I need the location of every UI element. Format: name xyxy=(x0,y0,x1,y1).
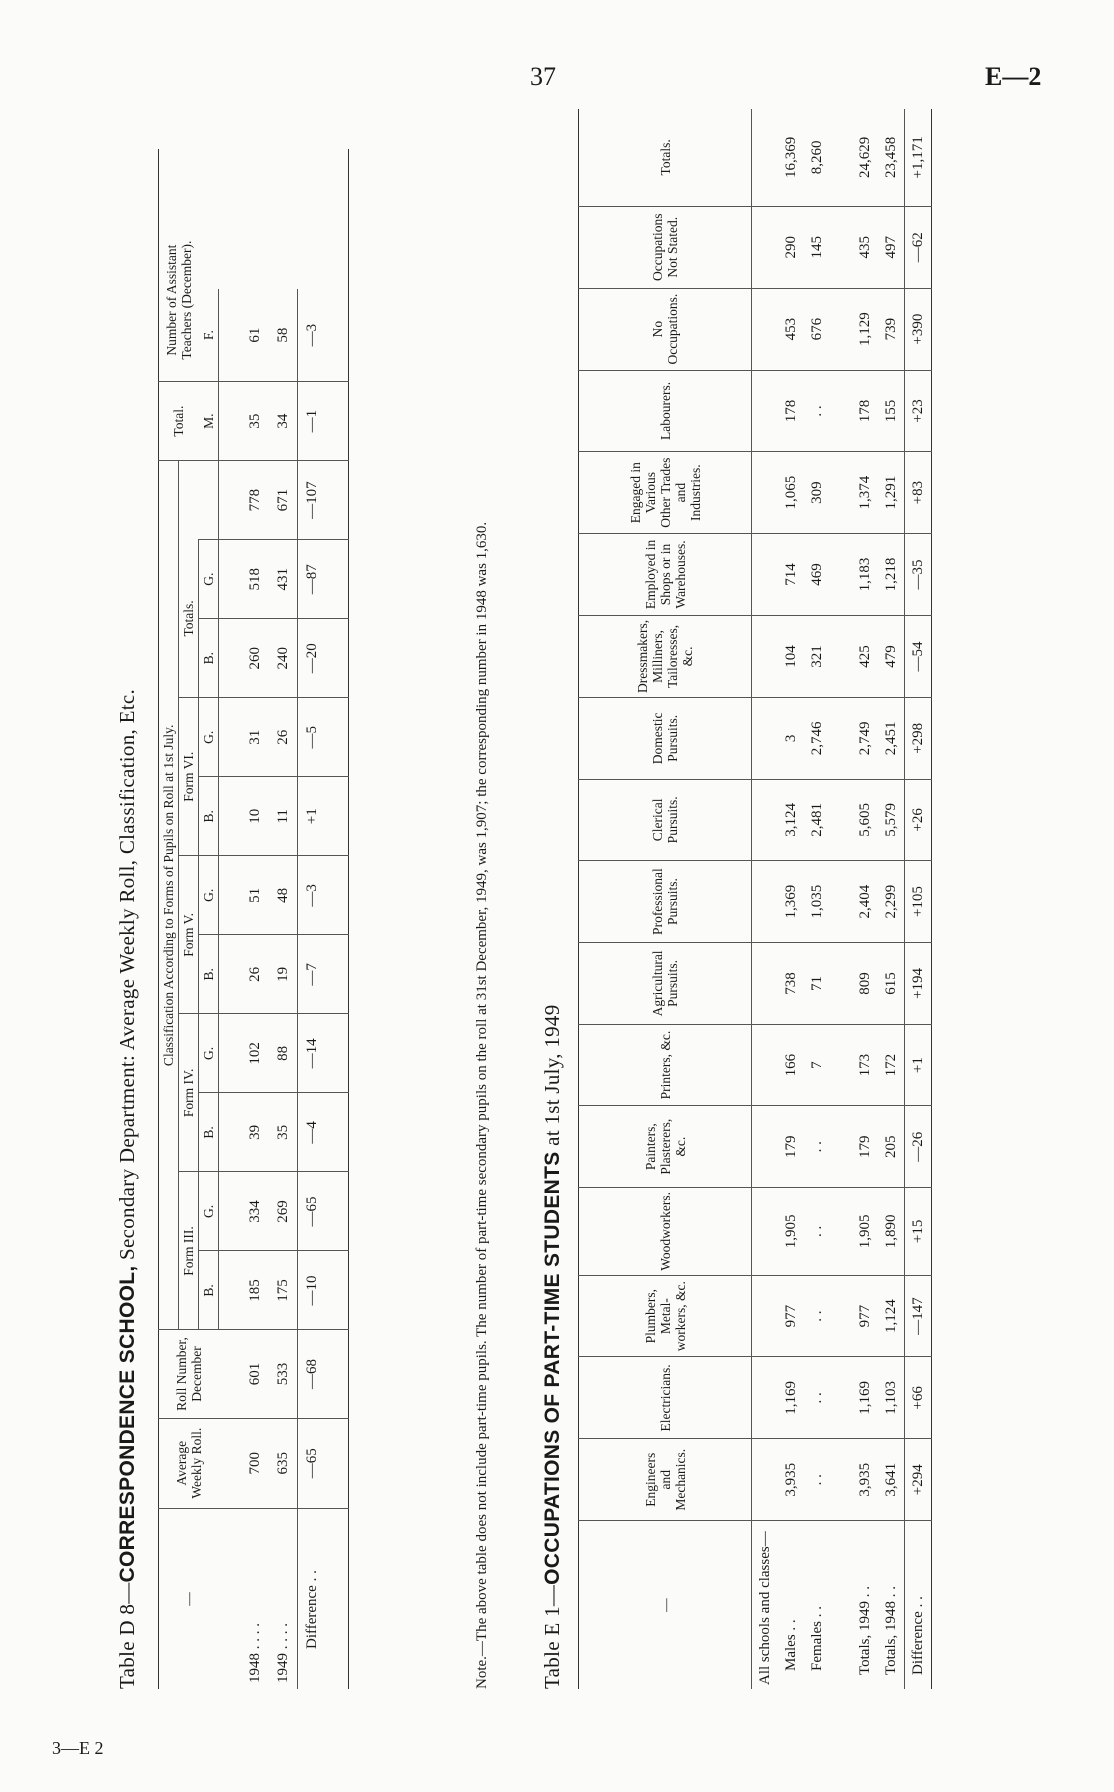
d8-header-total: Total. xyxy=(159,382,199,461)
cell: 3,935 xyxy=(852,1439,878,1521)
cell: 1,374 xyxy=(852,452,878,534)
cell: 39 xyxy=(241,1093,269,1172)
table-row xyxy=(852,109,878,1689)
d8-header-g: G. xyxy=(199,698,219,777)
cell: 1,369 xyxy=(778,861,804,943)
cell: 1,169 xyxy=(778,1357,804,1439)
cell: 425 xyxy=(852,615,878,697)
cell: 178 xyxy=(778,370,804,452)
cell: +194 xyxy=(905,943,932,1025)
cell: 11 xyxy=(269,777,298,856)
cell: —35 xyxy=(905,534,932,616)
cell: —5 xyxy=(298,698,327,777)
cell: 3,935 xyxy=(778,1439,804,1521)
cell: 35 xyxy=(269,1093,298,1172)
cell: 1,124 xyxy=(878,1275,905,1357)
table-row xyxy=(878,109,905,1689)
row-label: Males . . xyxy=(782,1619,799,1671)
cell: 2,746 xyxy=(804,698,830,780)
cell: +15 xyxy=(905,1188,932,1276)
cell: 1,183 xyxy=(852,534,878,616)
cell: 778 xyxy=(241,461,269,540)
cell: 435 xyxy=(852,206,878,288)
cell: 2,749 xyxy=(852,698,878,780)
d8-header-g: G. xyxy=(199,1172,219,1251)
cell: 2,451 xyxy=(878,698,905,780)
cell: 23,458 xyxy=(878,109,905,206)
cell: 671 xyxy=(269,461,298,540)
cell: 269 xyxy=(269,1172,298,1251)
cell: —147 xyxy=(905,1275,932,1357)
cell: 145 xyxy=(804,206,830,288)
table-row xyxy=(241,149,269,1689)
d8-header-blank: — xyxy=(181,1592,197,1606)
d8-header-avg-weekly-roll: Average Weekly Roll. xyxy=(159,1418,219,1508)
e1-header: Labourers. xyxy=(579,370,752,452)
cell: 334 xyxy=(241,1172,269,1251)
cell: . . xyxy=(804,1357,830,1439)
cell: —4 xyxy=(298,1093,327,1172)
cell: —3 xyxy=(298,289,327,382)
cell: 321 xyxy=(804,615,830,697)
cell: 738 xyxy=(778,943,804,1025)
cell: 185 xyxy=(241,1251,269,1330)
cell: 977 xyxy=(778,1275,804,1357)
cell: 1,905 xyxy=(852,1188,878,1276)
cell: 3 xyxy=(778,698,804,780)
cell: 1,035 xyxy=(804,861,830,943)
cell: 977 xyxy=(852,1275,878,1357)
cell: +298 xyxy=(905,698,932,780)
cell: 700 xyxy=(241,1418,269,1508)
e1-header: Occupations Not Stated. xyxy=(579,206,752,288)
d8-header-total-blank xyxy=(199,461,219,540)
cell: 1,890 xyxy=(878,1188,905,1276)
cell: 178 xyxy=(852,370,878,452)
cell: 497 xyxy=(878,206,905,288)
cell: 102 xyxy=(241,1014,269,1093)
cell: 155 xyxy=(878,370,905,452)
e1-header: Dressmakers, Milliners, Tailoresses, &c. xyxy=(579,615,752,697)
cell: 2,481 xyxy=(804,779,830,861)
e1-header: Totals. xyxy=(579,109,752,206)
cell: 1,103 xyxy=(878,1357,905,1439)
table-row xyxy=(905,109,932,1689)
cell: 5,605 xyxy=(852,779,878,861)
cell: 58 xyxy=(269,289,298,382)
table-d8-title xyxy=(115,689,140,1689)
group-label: All schools and classes— xyxy=(756,1531,773,1685)
cell: +294 xyxy=(905,1439,932,1521)
e1-header: Electricians. xyxy=(579,1357,752,1439)
table-d8-title-rest: Secondary Department: Average Weekly Roll, Classification, Etc. xyxy=(115,688,139,1266)
cell: —7 xyxy=(298,935,327,1014)
cell: 615 xyxy=(878,943,905,1025)
table-row xyxy=(804,109,830,1689)
table-e1-title-bold: OCCUPATIONS OF PART-TIME STUDENTS xyxy=(541,1151,564,1585)
d8-header-g: G. xyxy=(199,540,219,619)
e1-header: Engaged in Various Other Trades and Industries. xyxy=(579,452,752,534)
cell: 714 xyxy=(778,534,804,616)
cell: +66 xyxy=(905,1357,932,1439)
cell: 179 xyxy=(778,1106,804,1188)
cell: 1,169 xyxy=(852,1357,878,1439)
cell: 16,369 xyxy=(778,109,804,206)
row-label: Difference . . xyxy=(298,1508,327,1689)
e1-header: Employed in Shops or in Warehouses. xyxy=(579,534,752,616)
table-e1-title-prefix: Table E 1— xyxy=(540,1584,564,1689)
page-code: E—2 xyxy=(985,62,1042,91)
cell: . . xyxy=(804,370,830,452)
cell: 809 xyxy=(852,943,878,1025)
cell: 739 xyxy=(878,288,905,370)
table-d8-title-prefix: Table D 8— xyxy=(115,1582,139,1689)
cell: 1,291 xyxy=(878,452,905,534)
d8-header-roll-number: Roll Number, December xyxy=(159,1330,219,1418)
cell: 1,218 xyxy=(878,534,905,616)
cell: . . xyxy=(804,1439,830,1521)
cell: +23 xyxy=(905,370,932,452)
cell: 453 xyxy=(778,288,804,370)
cell: 51 xyxy=(241,856,269,935)
cell: —62 xyxy=(905,206,932,288)
cell: 88 xyxy=(269,1014,298,1093)
table-d8 xyxy=(158,149,349,1689)
d8-header-b: B. xyxy=(199,1093,219,1172)
cell: 635 xyxy=(269,1418,298,1508)
cell: 104 xyxy=(778,615,804,697)
cell: . . xyxy=(804,1275,830,1357)
cell: +1 xyxy=(905,1024,932,1105)
cell: 10 xyxy=(241,777,269,856)
e1-header: Woodworkers. xyxy=(579,1188,752,1276)
cell: 260 xyxy=(241,619,269,698)
cell: +1,171 xyxy=(905,109,932,206)
cell: 19 xyxy=(269,935,298,1014)
cell: —54 xyxy=(905,615,932,697)
row-label: Totals, 1948 . . xyxy=(882,1586,899,1675)
d8-header-form3: Form III. xyxy=(179,1172,199,1330)
d8-header-b: B. xyxy=(199,1251,219,1330)
row-label: Difference . . xyxy=(905,1521,932,1689)
cell: 71 xyxy=(804,943,830,1025)
table-row xyxy=(298,149,327,1689)
cell: 34 xyxy=(269,382,298,461)
cell: 290 xyxy=(778,206,804,288)
table-e1-title xyxy=(540,1004,565,1689)
row-label: Totals, 1949 . . xyxy=(856,1586,873,1675)
cell: 35 xyxy=(241,382,269,461)
d8-header-teachers: Number of Assistant Teachers (December). xyxy=(159,219,199,382)
cell: 166 xyxy=(778,1024,804,1105)
cell: 61 xyxy=(241,289,269,382)
cell: 2,404 xyxy=(852,861,878,943)
cell: 5,579 xyxy=(878,779,905,861)
cell: 173 xyxy=(852,1024,878,1105)
cell: . . xyxy=(804,1188,830,1276)
d8-header-g: G. xyxy=(199,1014,219,1093)
d8-header-totals: Totals. xyxy=(179,540,199,698)
table-row xyxy=(778,109,804,1689)
table-d8-note: Note.—The above table does not include part-time pupils. The number of part-time secondary pupils on the roll at 31st December, 1949, was 1,907; the corresponding number in 1948 was 1,630. xyxy=(474,521,490,1689)
table-e1-title-rest: at 1st July, 1949 xyxy=(540,1004,564,1152)
cell: +26 xyxy=(905,779,932,861)
cell: —87 xyxy=(298,540,327,619)
cell: 48 xyxy=(269,856,298,935)
d8-header-form4: Form IV. xyxy=(179,1014,199,1172)
d8-header-g: G. xyxy=(199,856,219,935)
e1-header: Printers, &c. xyxy=(579,1024,752,1105)
cell: —65 xyxy=(298,1172,327,1251)
d8-header-b: B. xyxy=(199,935,219,1014)
d8-header-f: F. xyxy=(199,289,219,382)
d8-header-m: M. xyxy=(199,382,219,461)
e1-header: No Occupations. xyxy=(579,288,752,370)
e1-header: Agricultural Pursuits. xyxy=(579,943,752,1025)
cell: 172 xyxy=(878,1024,905,1105)
cell: +83 xyxy=(905,452,932,534)
e1-header: Plumbers, Metal-workers, &c. xyxy=(579,1275,752,1357)
cell: 240 xyxy=(269,619,298,698)
cell: —1 xyxy=(298,382,327,461)
e1-header: Domestic Pursuits. xyxy=(579,698,752,780)
e1-header: Professional Pursuits. xyxy=(579,861,752,943)
cell: +1 xyxy=(298,777,327,856)
cell: 1,129 xyxy=(852,288,878,370)
cell: 205 xyxy=(878,1106,905,1188)
cell: 431 xyxy=(269,540,298,619)
row-label: Females . . xyxy=(808,1606,825,1671)
cell: 3,641 xyxy=(878,1439,905,1521)
e1-header-blank: — xyxy=(579,1521,752,1689)
cell: 24,629 xyxy=(852,109,878,206)
cell: 309 xyxy=(804,452,830,534)
cell: 175 xyxy=(269,1251,298,1330)
cell: . . xyxy=(804,1106,830,1188)
cell: 676 xyxy=(804,288,830,370)
cell: 8,260 xyxy=(804,109,830,206)
e1-header: Painters, Plasterers, &c. xyxy=(579,1106,752,1188)
cell: 479 xyxy=(878,615,905,697)
cell: 518 xyxy=(241,540,269,619)
cell: +105 xyxy=(905,861,932,943)
table-e1 xyxy=(578,109,932,1689)
cell: —20 xyxy=(298,619,327,698)
d8-header-b: B. xyxy=(199,619,219,698)
d8-header-form6: Form VI. xyxy=(179,698,199,856)
cell: 31 xyxy=(241,698,269,777)
cell: —107 xyxy=(298,461,327,540)
cell: 26 xyxy=(241,935,269,1014)
cell: 2,299 xyxy=(878,861,905,943)
cell: 601 xyxy=(241,1330,269,1418)
cell: 7 xyxy=(804,1024,830,1105)
cell: 3,124 xyxy=(778,779,804,861)
cell: 1,905 xyxy=(778,1188,804,1276)
d8-header-b: B. xyxy=(199,777,219,856)
row-label: 1948 . . . . xyxy=(246,1623,263,1683)
cell: —68 xyxy=(298,1330,327,1418)
cell: 533 xyxy=(269,1330,298,1418)
e1-header: Engineers and Mechanics. xyxy=(579,1439,752,1521)
cell: —65 xyxy=(298,1418,327,1508)
d8-header-form5: Form V. xyxy=(179,856,199,1014)
cell: —3 xyxy=(298,856,327,935)
table-row xyxy=(269,149,298,1689)
row-label: 1949 . . . . xyxy=(274,1623,291,1683)
cell: —26 xyxy=(905,1106,932,1188)
cell: —14 xyxy=(298,1014,327,1093)
d8-header-classification: Classification According to Forms of Pupils on Roll at 1st July. xyxy=(159,461,179,1330)
e1-header: Clerical Pursuits. xyxy=(579,779,752,861)
cell: 179 xyxy=(852,1106,878,1188)
cell: —10 xyxy=(298,1251,327,1330)
cell: 469 xyxy=(804,534,830,616)
page-number: 37 xyxy=(530,62,556,91)
cell: 26 xyxy=(269,698,298,777)
table-d8-title-bold: CORRESPONDENCE SCHOOL, xyxy=(116,1265,139,1583)
page-footer: 3—E 2 xyxy=(52,1738,104,1758)
cell: 1,065 xyxy=(778,452,804,534)
cell: +390 xyxy=(905,288,932,370)
